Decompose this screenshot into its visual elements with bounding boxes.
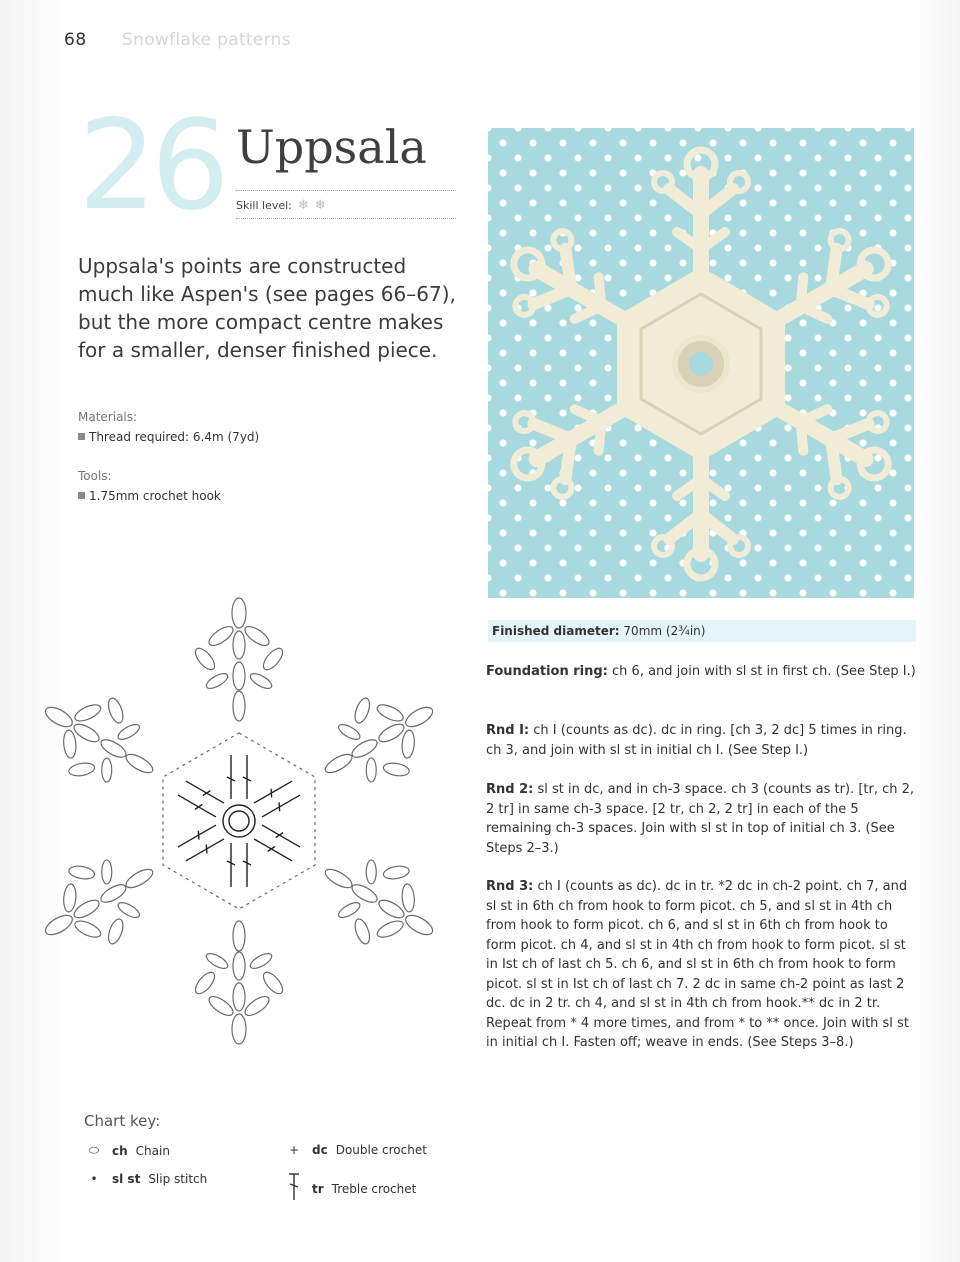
key-abbr: ch bbox=[112, 1143, 128, 1158]
double-crochet-icon: + bbox=[288, 1143, 300, 1157]
step-text: ch I (counts as dc). dc in tr. *2 dc in ch-2 point. ch 7, and sl st in 6th ch from hook to form picot. ch 5, and sl st in 4th ch from hook to form picot. ch 6, and sl st in 6th ch from hook to form picot. ch 4, and sl st in 4th ch from hook to form picot. sl st in Ist ch of last ch 5. ch 6, and sl st in 6th ch from hook to form picot. sl st in Ist ch of last ch 7. 2 dc in same ch-2 point as last 2 dc. dc in 2 tr. ch 4, and sl st in 4th ch from hook.** dc in 2 tr. Repeat from * 4 more times, and from * to ** once. Join with sl st in initial ch I. Fasten off; weave in ends. (See Steps 3–8.) bbox=[486, 879, 909, 1050]
step-text: ch I (counts as dc). dc in ring. [ch 3, 2 dc] 5 times in ring. ch 3, and join with sl st in initial ch I. (See Step I.) bbox=[486, 723, 907, 758]
materials-item bbox=[78, 430, 259, 444]
tools-item-text: 1.75mm crochet hook bbox=[89, 489, 221, 503]
title-rule-top bbox=[236, 190, 456, 191]
snowflake-photo bbox=[488, 128, 914, 598]
section-title: Snowflake patterns bbox=[122, 30, 291, 50]
page-edge-right bbox=[912, 0, 960, 1262]
pattern-title: Uppsala bbox=[236, 120, 427, 174]
key-item-slip-stitch bbox=[84, 1172, 207, 1186]
step-text: ch 6, and join with sl st in first ch. (See Step I.) bbox=[612, 664, 916, 679]
tools-item bbox=[78, 489, 221, 503]
key-item-treble-crochet bbox=[284, 1172, 416, 1205]
key-item-chain bbox=[84, 1143, 170, 1158]
crochet-snowflake-image bbox=[488, 128, 914, 598]
key-abbr: sl st bbox=[112, 1172, 141, 1186]
step-label: Rnd 2: bbox=[486, 782, 534, 797]
title-rule-bottom bbox=[236, 218, 456, 219]
pattern-number: 26 bbox=[78, 94, 224, 238]
step-foundation bbox=[486, 662, 916, 682]
key-name: Chain bbox=[135, 1143, 170, 1158]
step-rnd-1 bbox=[486, 721, 916, 760]
snowflake-icon: ❄ bbox=[297, 198, 309, 213]
finished-diameter-label: Finished diameter: bbox=[492, 624, 620, 638]
key-item-double-crochet bbox=[284, 1143, 427, 1157]
page-number: 68 bbox=[64, 30, 87, 50]
running-header bbox=[64, 30, 291, 50]
step-label: Rnd 3: bbox=[486, 879, 534, 894]
key-name: Slip stitch bbox=[148, 1172, 208, 1186]
snowflake-icon: ❄ bbox=[314, 198, 326, 213]
step-text: sl st in dc, and in ch-3 space. ch 3 (counts as tr). [tr, ch 2, 2 tr] in same ch-3 space. [2 tr, ch 2, 2 tr] in each of the 5 remaining ch-3 spaces. Join with sl st in top of initial ch 3. (See Steps 2–3.) bbox=[486, 782, 915, 856]
key-name: Double crochet bbox=[335, 1143, 427, 1157]
chain-icon: ⬭ bbox=[88, 1143, 100, 1157]
finished-diameter bbox=[488, 620, 916, 642]
key-abbr: dc bbox=[312, 1143, 328, 1157]
step-label: Rnd I: bbox=[486, 723, 530, 738]
step-label: Foundation ring: bbox=[486, 664, 608, 679]
materials-label: Materials: bbox=[78, 410, 138, 424]
skill-level-label: Skill level: bbox=[236, 199, 292, 212]
slip-stitch-icon: • bbox=[90, 1172, 98, 1186]
bullet-icon bbox=[78, 492, 85, 499]
treble-crochet-icon bbox=[284, 1172, 304, 1205]
chart-key-title: Chart key: bbox=[84, 1112, 161, 1130]
materials-item-text: Thread required: 6.4m (7yd) bbox=[89, 430, 260, 444]
step-rnd-3 bbox=[486, 877, 916, 1053]
bullet-icon bbox=[78, 433, 85, 440]
skill-level bbox=[236, 198, 326, 213]
crochet-chart bbox=[30, 588, 450, 1088]
step-rnd-2 bbox=[486, 780, 916, 858]
intro-text: Uppsala's points are constructed much like Aspen's (see pages 66–67), but the more compact centre makes for a smaller, denser finished piece. bbox=[78, 254, 456, 362]
key-name: Treble crochet bbox=[331, 1181, 417, 1196]
finished-diameter-value: 70mm (2¾in) bbox=[623, 624, 706, 638]
key-abbr: tr bbox=[312, 1181, 324, 1196]
tools-label: Tools: bbox=[78, 469, 112, 483]
